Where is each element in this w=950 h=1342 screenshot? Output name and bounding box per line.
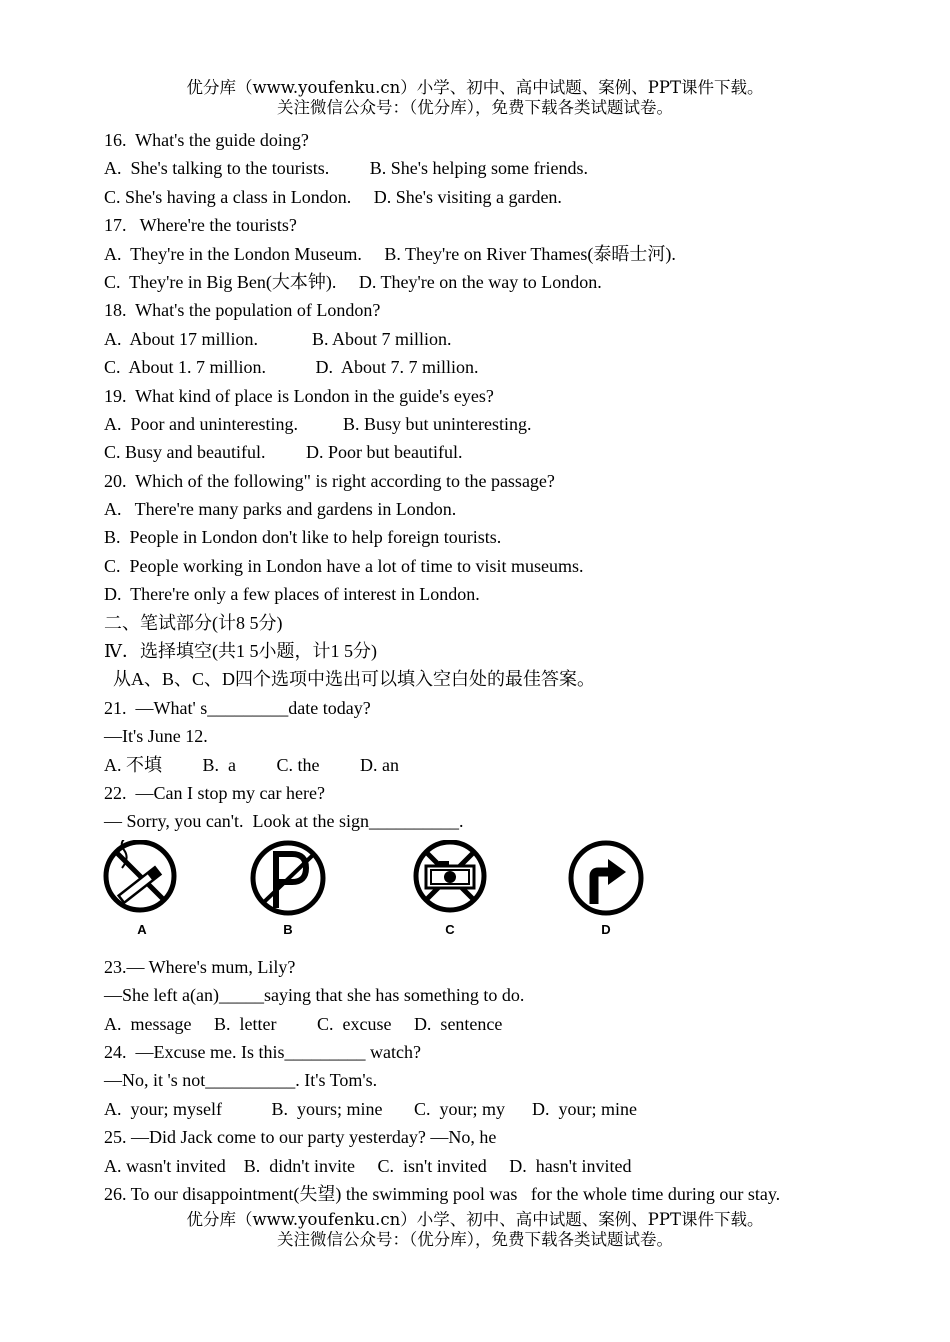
text-line: A. message B. letter C. excuse D. sentence [104, 1013, 503, 1034]
text-line: 18. What's the population of London? [104, 300, 381, 321]
text-line: A. wasn't invited B. didn't invite C. isn't invited D. hasn't invited [104, 1155, 632, 1176]
text-line: C. About 1. 7 million. D. About 7. 7 million. [104, 357, 479, 378]
text-line: D. There're only a few places of interest in London. [104, 584, 480, 605]
text-line: C. Busy and beautiful. D. Poor but beautiful. [104, 442, 463, 463]
sign-label-a: A [137, 921, 147, 937]
page-footer [0, 1210, 950, 1250]
text-line: 20. Which of the following" is right according to the passage? [104, 470, 555, 491]
text-line: 21. —What' s_________date today? [104, 697, 371, 718]
sign-option-a[interactable] [102, 840, 182, 938]
text-line: —It's June 12. [104, 726, 208, 747]
text-line: —No, it 's not__________. It's Tom's. [104, 1070, 378, 1091]
text-line: 16. What's the guide doing? [104, 130, 309, 150]
page-header [0, 78, 950, 118]
questions-16-22 [104, 126, 864, 836]
text-line: 25. —Did Jack come to our party yesterday? —No, he [104, 1127, 497, 1148]
text-line: —She left a(an)_____saying that she has something to do. [104, 985, 525, 1006]
exam-content [104, 126, 864, 1208]
sign-option-c[interactable] [410, 840, 490, 938]
text-line: A. your; myself B. yours; mine C. your; my D. your; mine [104, 1098, 637, 1119]
text-line: 二、笔试部分(计8 5分) [104, 612, 283, 633]
footer-line-2: 关注微信公众号：（优分库），免费下载各类试题试卷。 [277, 1230, 673, 1249]
sign-label-c: C [445, 921, 455, 937]
text-line: A. 不填 B. a C. the D. an [104, 754, 399, 775]
sign-label-b: B [283, 921, 293, 937]
no-photography-icon [410, 840, 490, 920]
text-line: — Sorry, you can't. Look at the sign__________. [104, 811, 464, 832]
text-line: 24. —Excuse me. Is this_________ watch? [104, 1041, 421, 1062]
no-smoking-icon [102, 840, 182, 920]
text-line: 17. Where're the tourists? [104, 215, 297, 236]
turn-right-icon [566, 840, 646, 920]
header-line-2: 关注微信公众号：（优分库），免费下载各类试题试卷。 [277, 98, 673, 117]
questions-23-26 [104, 953, 864, 1209]
text-line: A. They're in the London Museum. B. They're on River Thames(泰晤士河). [104, 243, 676, 264]
sign-label-d: D [601, 921, 611, 937]
text-line: 从A、B、C、D四个选项中选出可以填入空白处的最佳答案。 [104, 669, 596, 690]
footer-line-1: 优分库（www.youfenku.cn）小学、初中、高中试题、案例、PPT课件下载。 [186, 1210, 764, 1229]
text-line: B. People in London don't like to help foreign tourists. [104, 527, 502, 548]
text-line: A. She's talking to the tourists. B. She's helping some friends. [104, 158, 588, 179]
text-line: 19. What kind of place is London in the guide's eyes? [104, 385, 494, 406]
text-line: 23.— Where's mum, Lily? [104, 956, 296, 977]
text-line: A. Poor and uninteresting. B. Busy but uninteresting. [104, 413, 532, 434]
header-line-1: 优分库（www.youfenku.cn）小学、初中、高中试题、案例、PPT课件下载。 [186, 78, 764, 97]
sign-option-d[interactable] [566, 840, 646, 938]
text-line: Ⅳ．选择填空(共1 5小题，计1 5分) [104, 641, 377, 662]
text-line: C. She's having a class in London. D. She's visiting a garden. [104, 186, 562, 207]
text-line: 22. —Can I stop my car here? [104, 782, 325, 803]
sign-options [104, 836, 864, 953]
text-line: A. There're many parks and gardens in London. [104, 499, 457, 520]
text-line: C. People working in London have a lot of time to visit museums. [104, 555, 584, 576]
text-line: C. They're in Big Ben(大本钟). D. They're on the way to London. [104, 271, 602, 292]
no-parking-icon [248, 840, 328, 920]
text-line: A. About 17 million. B. About 7 million. [104, 328, 452, 349]
text-line: 26. To our disappointment(失望) the swimming pool was for the whole time during our stay. [104, 1183, 781, 1204]
sign-option-b[interactable] [248, 840, 328, 938]
